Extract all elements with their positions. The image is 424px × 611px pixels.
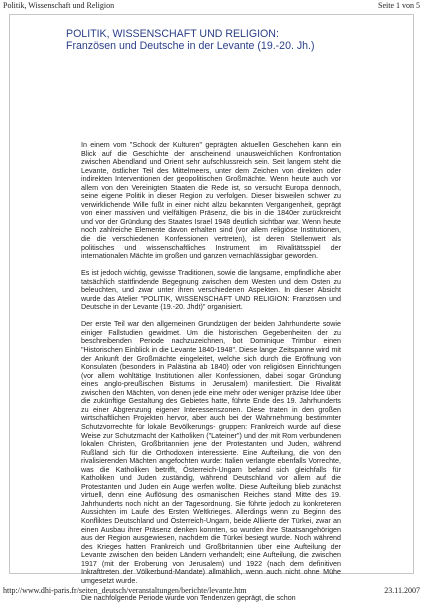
paragraph-3: Der erste Teil war den allgemeinen Grundzügen der beiden Jahrhunderte sowie einiger Fallstudien gewidmet. Um die historischen Gegebenheiten der zu beschreibenden Periode nachzuzeichnen, bot Dominique Trimbur einen "Historischen Einblick in die Levante 1840-1948". Diese lange Zeitspanne wird mit der Ankunft der Großmächte eingeleitet, welche sich durch die Eröffnung von Konsulaten (besonders in Palästina ab 1840) oder von religiösen Einrichtungen (vor allem wohltätige Institutionen aller Konfessionen, dabei sogar Gründung eines anglo-preußischen Bistums in Jerusalem) manifestiert. Die Rivalität zwischen den Mächten, von denen jede eine mehr oder weniger präzise Idee über die zukünftige Gestaltung des Gebietes hatte, führte Ende des 19. Jahrhunderts zu einer Abgrenzung eigener Interessenszonen. Diese traten in den großen wirtschaftlichen Projekten hervor, aber auch bei der Wahrnehmung bestimmter Schutzvorrechte für lokale Bevölkerungs- gruppen: Frankreich wurde auf diese Weise zur Schutzmacht der Katholiken ("Lateiner") und der mit Rom verbundenen lokalen Christen, Großbritannien jene der Protestanten und Juden, während Rußland sich für die Orthodoxen interessierte. Eine Aufteilung, die von den rivalisierenden Mächten angefochten wurde: Italien verlangte ebenfalls Vorrechte, was die Katholiken betrifft, Österreich-Ungarn befand sich gleichfalls für Katholiken und Juden zuständig, während Deutschland vor allem auf die Protestanten und Juden ein Auge werfen wollte. Diese Aufteilung blieb zunächst virtuell, denn eine Auflösung des osmanischen Reiches stand Mitte des 19. Jahrhunderts noch nicht an der Tagesordnung. Sie führte jedoch zu konkreteren Aussichten im Laufe des Ersten Weltkrieges. Allerdings wenn zu Beginn des Konfliktes Deutschland und Österreich-Ungarn, beide Alliierte der Türkei, zwar an einen Ausbau ihrer Präsenz denken konnten, so wurden ihre Staatsangehörigen aus der Region ausgewiesen, nachdem die Türkei besiegt wurde. Noch während des Krieges hatten Frankreich und Großbritannien über eine Aufteilung der Levante zwischen den beiden Ländern verhandelt; eine Aufteilung, die zwischen 1917 (mit der Eroberung von Jerusalem) und 1922 (nach dem definitiven Inkrafttreten der Völkerbund-Mandate) allmählich, wenn auch nicht ohne Mühe umgesetzt wurde. (81, 320, 341, 585)
print-footer-url: http://www.dhi-paris.fr/seiten_deutsch/veranstaltungen/berichte/levante.htm (3, 586, 247, 595)
document-title-line-1: POLITIK, WISSENSCHAFT UND RELIGION: (66, 28, 279, 40)
paragraph-2: Es ist jedoch wichtig, gewisse Traditionen, sowie die langsame, empfindliche aber tatsächlich stattfindende Begegnung zwischen dem Westen und dem Osten zu beleuchten, und zwar unter ihren verschiedenen Aspekten. In dieser Absicht wurde das Atelier "POLITIK, WISSENSCHAFT UND RELIGION: Französen und Deutsche in der Levante (19.-20. Jhdt)" organisiert. (81, 269, 341, 312)
print-header (0, 0, 424, 12)
paragraph-4: Die nachfolgende Periode wurde von Tendenzen geprägt, die schon (81, 593, 296, 602)
print-footer-date: 23.11.2007 (384, 586, 420, 595)
print-header-page-counter: Seite 1 von 5 (378, 1, 420, 10)
document-title-line-2: Französen und Deutsche in der Levante (19.-20. Jh.) (66, 40, 315, 52)
document-title (66, 28, 356, 52)
print-footer (0, 586, 424, 598)
paragraph-1: In einem vom "Schock der Kulturen" geprägten aktuellen Geschehen kann ein Blick auf die Geschichte der anscheinend unausweichlichen Konfrontation zwischen Abendland und Orient sehr aufschlussreich sein. Seit langem steht die Levante, östlicher Teil des Mittelmeers, unter dem Zeichen von direkten oder indirekten Interventionen der geopolitischen Großmächte. Wenn heute auch vor allem von den Vereinigten Staaten die Rede ist, so versucht Europa dennoch, seine eigene Politik in dieser Region zu verfolgen. Dieser bisweilen schwer zu verwirklichende Wille fußt in einer nicht allzu bekannten Vergangenheit, geprägt von einer massiven und vielfältigen Präsenz, die bis in die 1840er zurückreicht und vor der Gründung des Staates Israel 1948 deutlich sichtbar war. Wenn heute noch zahlreiche Elemente davon erhalten sind (vor allem religiöse Institutionen, die die verschiedenen Konfessionen vertreten), ist deren Stellenwert als politisches und wissenschaftliches Instrument im Rivalitätsspiel der internationalen Mächte im großen und ganzen vernachlässigbar geworden. (81, 141, 341, 261)
print-header-title: Politik, Wissenschaft und Religion (3, 1, 115, 10)
document-body (81, 141, 341, 611)
